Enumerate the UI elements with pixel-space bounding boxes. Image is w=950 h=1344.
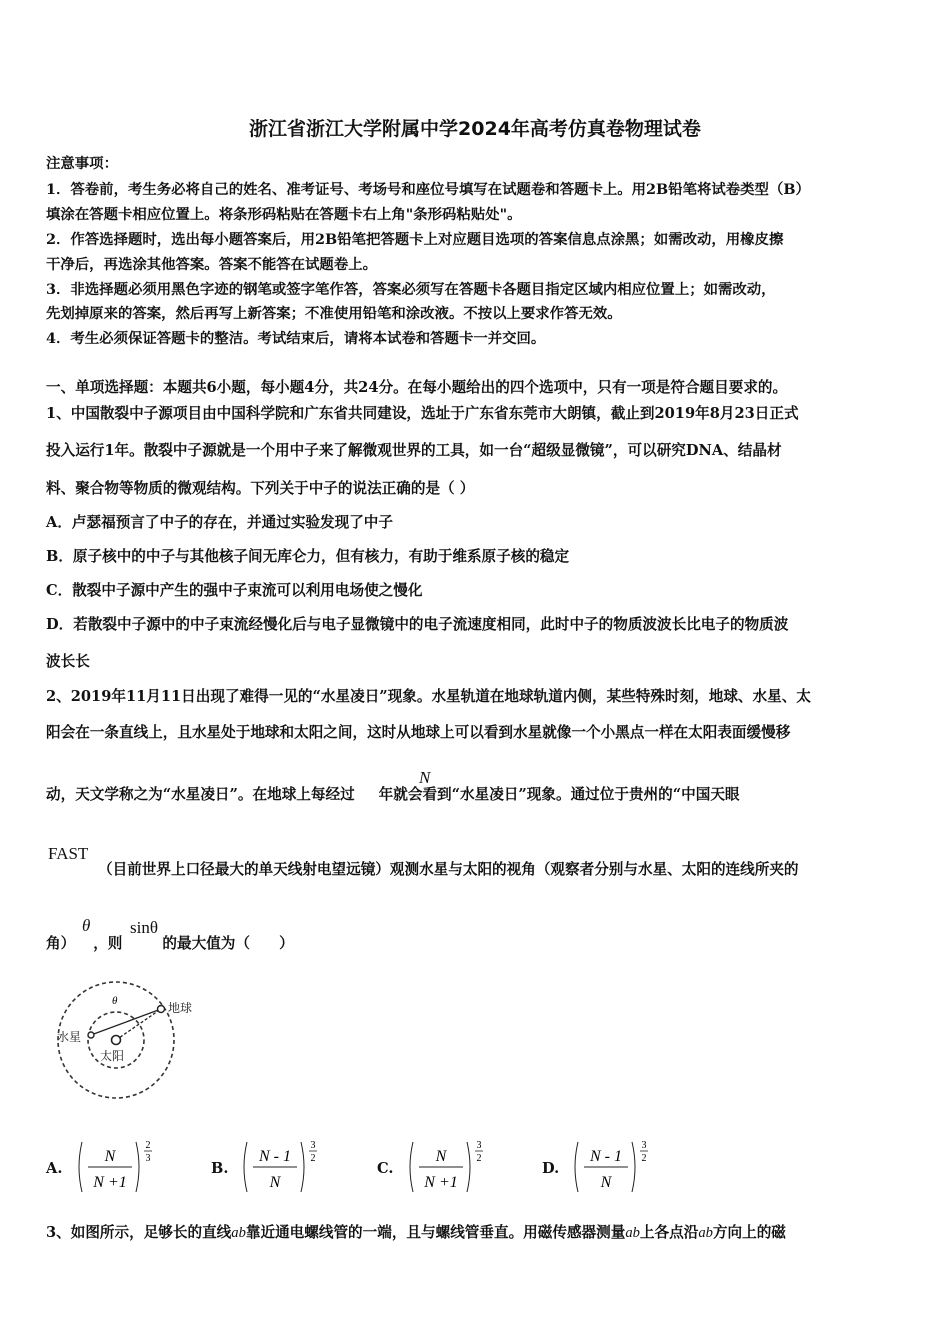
option-label: A.: [46, 1160, 63, 1177]
var-ab: ab: [625, 1225, 640, 1241]
var-ab: ab: [698, 1225, 713, 1241]
option-formula: [570, 1134, 670, 1200]
section-heading: 一、单项选择题：本题共6小题，每小题4分，共24分。在每小题给出的四个选项中，只有一项是符合题目要求的。: [46, 379, 788, 396]
question-1-text: 投入运行1年。散裂中子源就是一个用中子来了解微观世界的工具，如一台“超级显微镜”，可以研究DNA、结晶材: [46, 442, 782, 459]
question-2-text: 阳会在一条直线上，且水星处于地球和太阳之间，这时从地球上可以看到水星就像一个小黑点一样在太阳表面缓慢移: [46, 724, 791, 741]
orbit-diagram: [44, 978, 194, 1106]
variable-theta: θ: [82, 916, 91, 935]
question-1-option-d-cont: 波长长: [46, 653, 90, 670]
sightline-sun: [116, 1009, 161, 1040]
question-2-text-part: 年就会看到“水星凌日”现象。通过位于贵州的“中国天眼: [378, 786, 740, 803]
question-2-text-part: ，则: [93, 935, 123, 952]
exponent-numerator: 3: [310, 1140, 316, 1151]
theta-label: θ: [112, 995, 118, 1007]
question-1-option-d: D．若散裂中子源中的中子束流经慢化后与电子显微镜中的电子流速度相同，此时中子的物质波波长比电子的物质波: [46, 616, 789, 633]
mercury-dot: [88, 1032, 94, 1038]
exponent-denominator: 2: [641, 1153, 647, 1164]
exponent-denominator: 2: [476, 1153, 482, 1164]
fraction-denominator: N: [269, 1174, 281, 1191]
notice-heading: 注意事项：: [46, 155, 118, 172]
notice-line: 2．作答选择题时，选出每小题答案后，用2B铅笔把答题卡上对应题目选项的答案信息点涂黑；如需改动，用橡皮擦: [46, 231, 784, 248]
exponent-denominator: 3: [145, 1153, 151, 1164]
sun-label: 太阳: [100, 1049, 125, 1063]
notice-line: 先划掉原来的答案，然后再写上新答案；不准使用铅笔和涂改液。不按以上要求作答无效。: [46, 305, 622, 322]
question-2-text-part: 角）: [46, 935, 76, 952]
question-3-text-part: 方向上的磁: [712, 1224, 786, 1241]
option-formula: [405, 1134, 505, 1200]
fraction-numerator: N - 1: [590, 1148, 622, 1165]
exponent-numerator: 3: [641, 1140, 647, 1151]
question-2-text: （目前世界上口径最大的单天线射电望远镜）观测水星与太阳的视角（观察者分别与水星、太阳的连线所夹的: [98, 861, 799, 878]
earth-dot: [158, 1006, 165, 1013]
fraction-denominator: N +1: [93, 1174, 127, 1191]
earth-label: 地球: [168, 1001, 193, 1015]
sun-dot: [112, 1036, 121, 1045]
notice-line: 3．非选择题必须用黑色字迹的钢笔或签字笔作答，答案必须写在答题卡各题目指定区域内相应位置上；如需改动，: [46, 281, 776, 298]
fraction-numerator: N: [104, 1148, 116, 1165]
mercury-label: 水星: [57, 1030, 82, 1044]
fast-label: FAST: [48, 844, 89, 863]
option-label: B.: [211, 1160, 229, 1177]
exponent-numerator: 3: [476, 1140, 482, 1151]
fraction-numerator: N: [435, 1148, 447, 1165]
option-label: D.: [542, 1160, 560, 1177]
fraction-numerator: N - 1: [259, 1148, 291, 1165]
var-ab: ab: [231, 1225, 246, 1241]
notice-line: 填涂在答题卡相应位置上。将条形码粘贴在答题卡右上角"条形码粘贴处"。: [46, 206, 522, 223]
sin-theta: sinθ: [130, 918, 158, 937]
fraction-denominator: N +1: [424, 1174, 458, 1191]
question-2-text: 2、2019年11月11日出现了难得一见的“水星凌日”现象。水星轨道在地球轨道内侧，某些特殊时刻，地球、水星、太: [46, 688, 811, 705]
question-1-text: 1、中国散裂中子源项目由中国科学院和广东省共同建设，选址于广东省东莞市大朗镇，截止到2019年8月23日正式: [46, 405, 799, 422]
fraction-denominator: N: [600, 1174, 612, 1191]
page-title: 浙江省浙江大学附属中学2024年高考仿真卷物理试卷: [249, 118, 701, 140]
question-2-text: [46, 783, 740, 804]
question-1-text: 料、聚合物等物质的微观结构。下列关于中子的说法正确的是（ ）: [46, 480, 475, 497]
exponent-denominator: 2: [310, 1153, 316, 1164]
question-1-option-c: C．散裂中子源中产生的强中子束流可以利用电场使之慢化: [46, 582, 423, 599]
sightline-mercury: [91, 1009, 161, 1035]
variable-n: N: [419, 768, 431, 787]
question-3-text-part: 靠近通电螺线管的一端，且与螺线管垂直。用磁传感器测量: [245, 1224, 626, 1241]
option-formula: [239, 1134, 339, 1200]
question-3-text-part: 上各点沿: [639, 1224, 699, 1241]
notice-line: 4．考生必须保证答题卡的整洁。考试结束后，请将本试卷和答题卡一并交回。: [46, 330, 546, 347]
option-formula: [74, 1134, 174, 1200]
question-1-option-b: B．原子核中的中子与其他核子间无库仑力，但有核力，有助于维系原子核的稳定: [46, 548, 570, 565]
question-2-text-part: 的最大值为（ ）: [162, 935, 294, 952]
question-2-text-part: 动，天文学称之为“水星凌日”。在地球上每经过: [46, 786, 355, 803]
option-label: C.: [377, 1160, 394, 1177]
notice-line: 1．答卷前，考生务必将自己的姓名、准考证号、考场号和座位号填写在试题卷和答题卡上。用2B铅笔将试卷类型（B）: [46, 181, 810, 198]
notice-line: 干净后，再选涂其他答案。答案不能答在试题卷上。: [46, 256, 377, 273]
question-1-option-a: A．卢瑟福预言了中子的存在，并通过实验发现了中子: [46, 514, 393, 531]
exponent-numerator: 2: [145, 1140, 151, 1151]
question-3-text-part: 3、如图所示，足够长的直线: [46, 1224, 232, 1241]
question-3-text: [46, 1221, 786, 1242]
